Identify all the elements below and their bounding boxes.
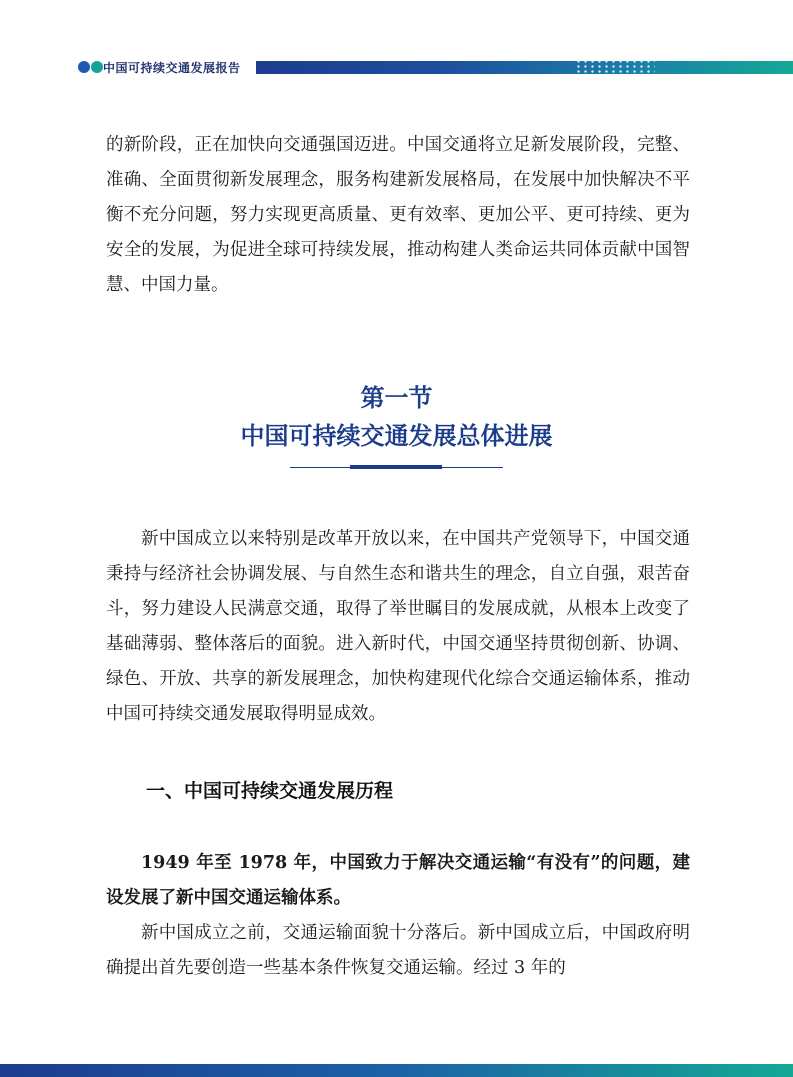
page-header [0, 56, 793, 78]
header-gradient-bar [256, 61, 793, 74]
section-label: 第一节 [360, 383, 433, 412]
page-footer-bar [0, 1064, 793, 1077]
section-title: 中国可持续交通发展总体进展 [240, 421, 553, 450]
bold-paragraph: 1949 年至 1978 年，中国致力于解决交通运输“有没有”的问题，建设发展了新中国交通运输体系。 [106, 853, 690, 908]
header-dots-icon [78, 61, 106, 73]
section-paragraph: 新中国成立以来特别是改革开放以来，在中国共产党领导下，中国交通秉持与经济社会协调发展、与自然生态和谐共生的理念，自立自强，艰苦奋斗，努力建设人民满意交通，取得了举世瞩目的发展成就，从根本上改变了基础薄弱、整体落后的面貌。进入新时代，中国交通坚持贯彻创新、协调、绿色、开放、共享的新发展理念，加快构建现代化综合交通运输体系，推动中国可持续交通发展取得明显成效。 [106, 529, 690, 724]
blue-dot-icon [78, 61, 90, 73]
intro-paragraph: 的新阶段，正在加快向交通强国迈进。中国交通将立足新发展阶段，完整、准确、全面贯彻新发展理念，服务构建新发展格局，在发展中加快解决不平衡不充分问题，努力实现更高质量、更有效率、更加公平、更可持续、更为安全的发展，为促进全球可持续发展，推动构建人类命运共同体贡献中国智慧、中国力量。 [106, 135, 690, 295]
report-title: 中国可持续交通发展报告 [103, 61, 241, 75]
last-paragraph: 新中国成立之前，交通运输面貌十分落后。新中国成立后，中国政府明确提出首先要创造一些基本条件恢复交通运输。经过 3 年的 [106, 923, 690, 978]
section-divider-accent [350, 465, 442, 469]
header-sparkle-pattern [575, 59, 655, 75]
subheading: 一、中国可持续交通发展历程 [146, 780, 394, 802]
teal-dot-icon [91, 61, 103, 73]
